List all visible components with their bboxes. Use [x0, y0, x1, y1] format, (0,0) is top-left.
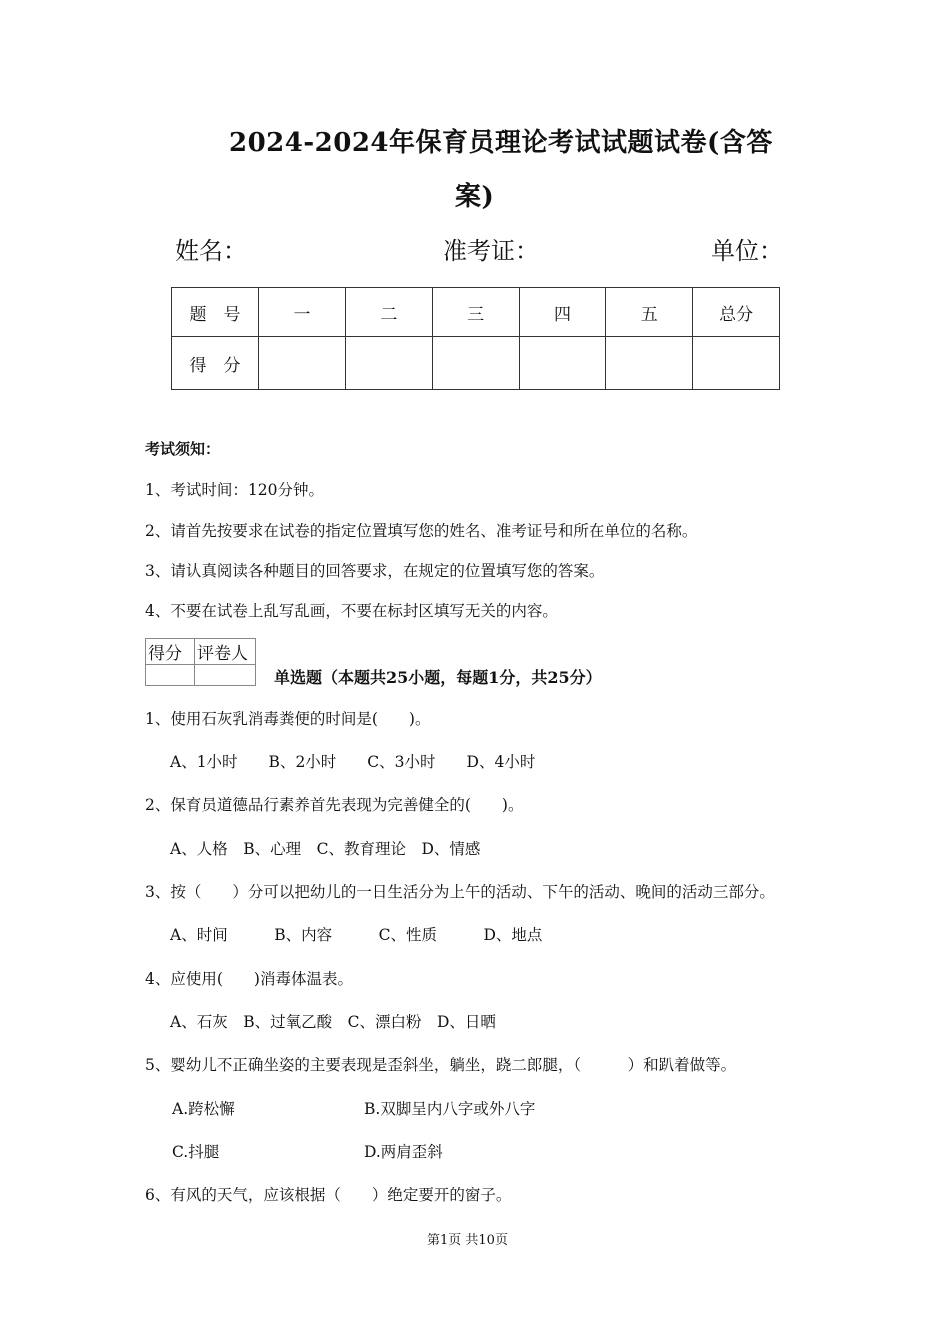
- score-table-score-row: [172, 337, 780, 390]
- question-text: 2、保育员道德品行素养首先表现为完善健全的( )。: [145, 796, 524, 814]
- score-table: [171, 287, 780, 390]
- score-table-header-cell: 题 号: [172, 288, 259, 337]
- score-table-header-cell: 三: [432, 288, 519, 337]
- question-option: A.跨松懈: [172, 1100, 235, 1118]
- score-table-header-cell: 总分: [693, 288, 780, 337]
- score-input-cell[interactable]: [345, 337, 432, 390]
- score-table-header-row: [172, 288, 780, 337]
- score-input-cell[interactable]: [519, 337, 606, 390]
- section-heading: 单选题（本题共25小题，每题1分，共25分）: [274, 668, 602, 687]
- unit-field-label: 单位：: [711, 237, 783, 265]
- question-option: B.双脚呈内八字或外八字: [364, 1100, 536, 1118]
- grader-score-label: 得分: [146, 639, 195, 665]
- question-options: A、人格 B、心理 C、教育理论 D、情感: [170, 840, 481, 858]
- score-table-row-label: 得 分: [172, 337, 259, 390]
- question-options: A、石灰 B、过氧乙酸 C、漂白粉 D、日晒: [170, 1013, 496, 1031]
- grader-box: [145, 638, 256, 686]
- exam-id-field-label: 准考证：: [443, 237, 539, 265]
- notice-heading: 考试须知：: [145, 440, 221, 458]
- name-field-label: 姓名：: [175, 237, 247, 265]
- score-input-cell[interactable]: [432, 337, 519, 390]
- question-text: 6、有风的天气，应该根据（ ）绝定要开的窗子。: [145, 1186, 512, 1204]
- score-table-header-cell: 二: [345, 288, 432, 337]
- notice-item: 4、不要在试卷上乱写乱画，不要在标封区填写无关的内容。: [145, 602, 558, 620]
- question-text: 4、应使用( )消毒体温表。: [145, 970, 353, 988]
- question-text: 1、使用石灰乳消毒粪便的时间是( )。: [145, 710, 431, 728]
- exam-title-line1: 2024-2024年保育员理论考试试题试卷(含答: [229, 128, 773, 158]
- question-option: D.两肩歪斜: [364, 1143, 443, 1161]
- score-input-cell[interactable]: [259, 337, 346, 390]
- notice-item: 1、考试时间：120分钟。: [145, 481, 324, 499]
- grader-name-cell[interactable]: [195, 665, 256, 686]
- question-text: 5、婴幼儿不正确坐姿的主要表现是歪斜坐，躺坐，跷二郎腿，（ ）和趴着做等。: [145, 1056, 737, 1074]
- score-table-header-cell: 五: [606, 288, 693, 337]
- question-options: A、时间 B、内容 C、性质 D、地点: [170, 926, 543, 944]
- question-options: A、1小时 B、2小时 C、3小时 D、4小时: [170, 753, 536, 771]
- notice-item: 3、请认真阅读各种题目的回答要求，在规定的位置填写您的答案。: [145, 562, 605, 580]
- grader-name-label: 评卷人: [195, 639, 256, 665]
- question-option: C.抖腿: [172, 1143, 220, 1161]
- score-table-header-cell: 一: [259, 288, 346, 337]
- question-text: 3、按（ ）分可以把幼儿的一日生活分为上午的活动、下午的活动、晚间的活动三部分。: [145, 883, 775, 901]
- notice-item: 2、请首先按要求在试卷的指定位置填写您的姓名、准考证号和所在单位的名称。: [145, 522, 698, 540]
- score-table-header-cell: 四: [519, 288, 606, 337]
- page-footer: 第1页 共10页: [427, 1233, 508, 1248]
- score-input-cell[interactable]: [693, 337, 780, 390]
- score-input-cell[interactable]: [606, 337, 693, 390]
- grader-score-cell[interactable]: [146, 665, 195, 686]
- exam-title-line2: 案): [455, 182, 495, 212]
